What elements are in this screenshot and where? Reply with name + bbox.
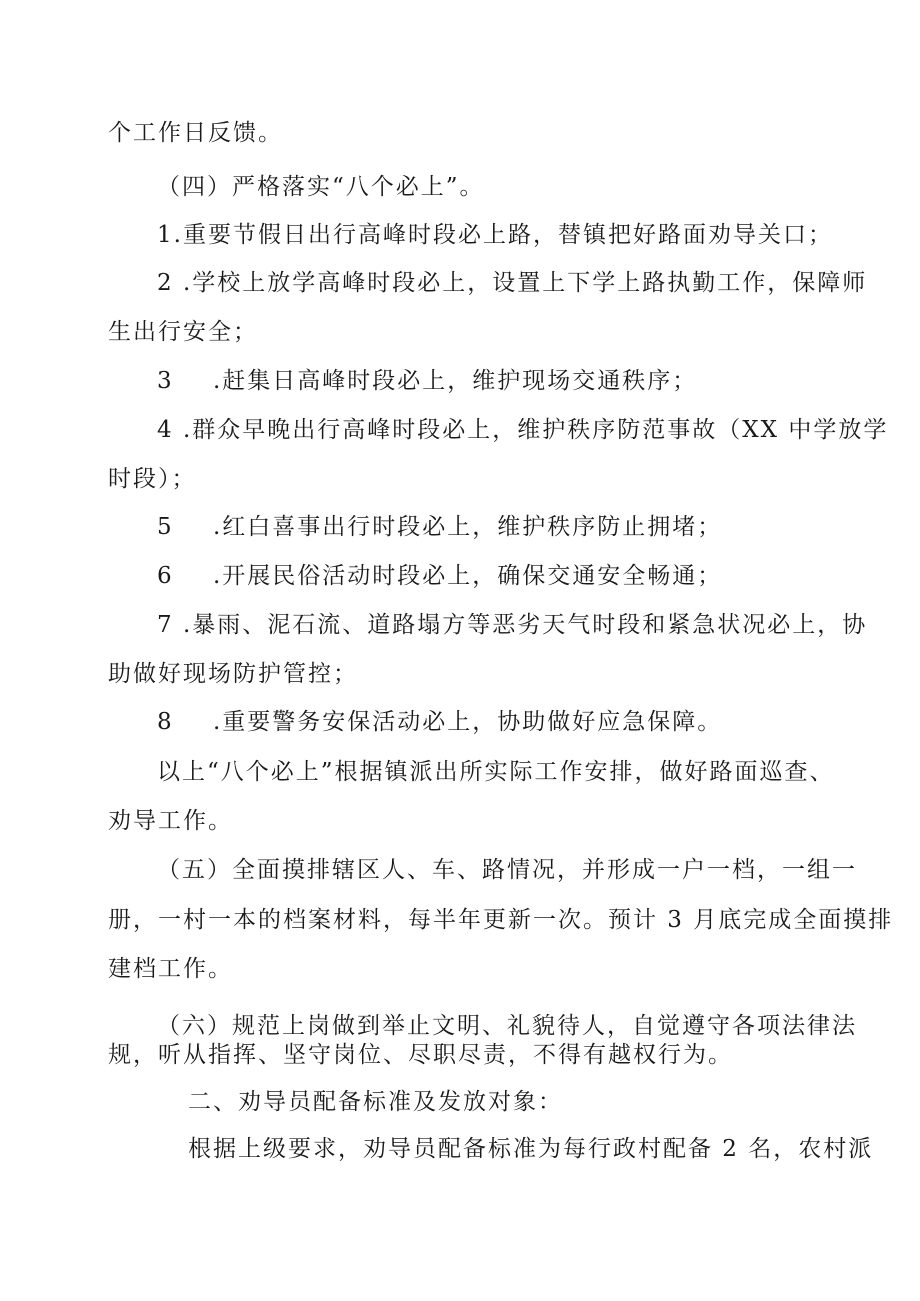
list-text-6: .开展民俗活动时段必上，确保交通安全畅通； [213,563,723,589]
chapter-heading-2: 二、劝导员配备标准及发放对象： [188,1089,563,1115]
list-item-3 [157,366,697,396]
paragraph-line-1: 个工作日反馈。 [108,120,283,146]
list-item-1: 1.重要节假日出行高峰时段必上路，替镇把好路面劝导关口； [157,222,833,248]
list-item-6 [157,561,722,591]
list-text-3: .赶集日高峰时段必上，维护现场交通秩序； [213,368,698,394]
list-number-8: 8 [157,709,174,735]
summary-line-2: 劝导工作。 [108,808,233,834]
list-item-2: 2 .学校上放学高峰时段必上，设置上下学上路执勤工作，保障师 [157,270,868,296]
summary-line-1: 以上“八个必上”根据镇派出所实际工作安排，做好路面巡查、 [157,759,835,785]
list-item-5 [157,512,722,542]
list-number-3: 3 [157,368,174,394]
list-item-4-cont: 时段）； [108,466,197,492]
list-item-2-cont: 生出行安全； [108,319,258,345]
list-number-5: 5 [157,514,174,540]
list-text-5: .红白喜事出行时段必上，维护秩序防止拥堵； [213,514,723,540]
section-6-line-1: （六）规范上岗做到举止文明、礼貌待人，自觉遵守各项法律法 [157,1013,857,1039]
list-item-7-cont: 助做好现场防护管控； [108,661,358,687]
section-5-line-3: 建档工作。 [108,956,233,982]
chapter-2-line-1: 根据上级要求，劝导员配备标准为每行政村配备 2 名，农村派 [188,1136,874,1162]
section-6-line-2: 规，听从指挥、坚守岗位、尽职尽责，不得有越权行为。 [108,1042,733,1068]
list-number-6: 6 [157,563,174,589]
list-item-7: 7 .暴雨、泥石流、道路塌方等恶劣天气时段和紧急状况必上，协 [157,612,868,638]
section-5-line-1: （五）全面摸排辖区人、车、路情况，并形成一户一档，一组一 [157,857,857,883]
section-5-line-2: 册，一村一本的档案材料，每半年更新一次。预计 3 月底完成全面摸排 [108,907,894,933]
list-item-4: 4 .群众早晚出行高峰时段必上，维护秩序防范事故（XX 中学放学 [157,417,889,443]
list-item-8 [157,707,722,737]
list-text-8: .重要警务安保活动必上，协助做好应急保障。 [213,709,723,735]
section-heading-4: （四）严格落实“八个必上”。 [157,174,485,200]
